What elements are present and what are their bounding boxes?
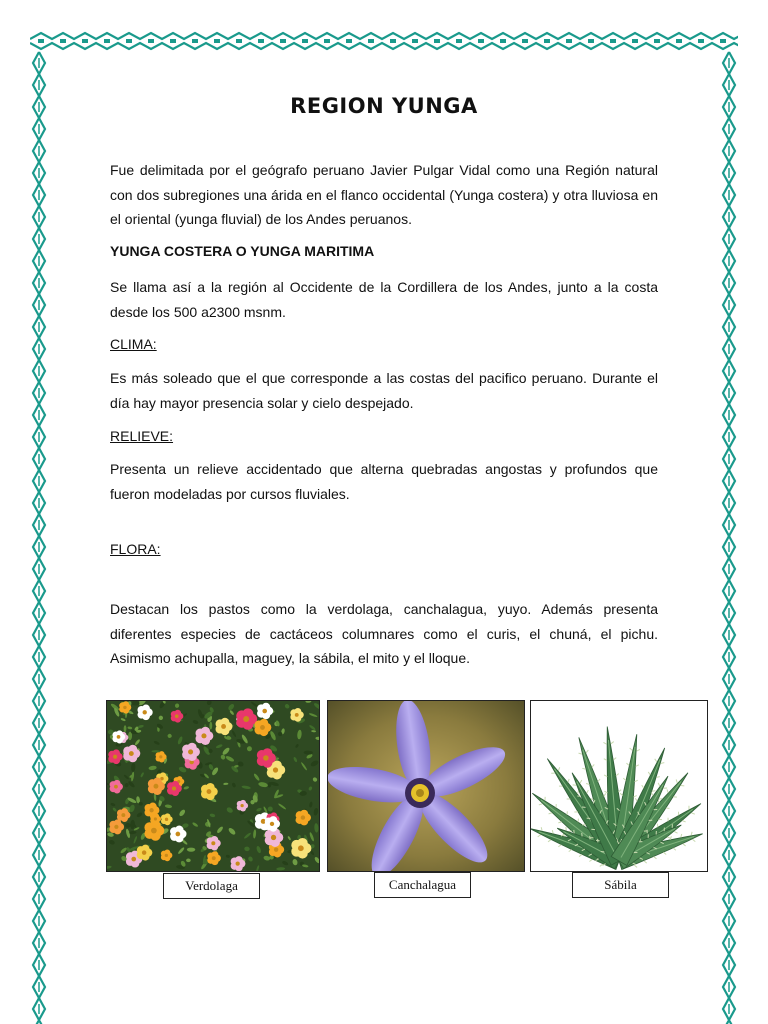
flora-paragraph: Destacan los pastos como la verdolaga, canchalagua, yuyo. Además presenta diferentes especies de cactáceos columnares como el curis, el chuná, el pichu. Asimismo achupalla, maguey, la sábila, el mito y el lloque. [110,601,658,666]
sabila-caption: Sábila [572,872,669,898]
verdolaga-caption: Verdolaga [163,873,260,899]
section-heading: YUNGA COSTERA O YUNGA MARITIMA [110,243,375,259]
canchalagua-caption: Canchalagua [374,872,471,898]
clima-paragraph: Es más soleado que el que corresponde a las costas del pacifico peruano. Durante el día hay mayor presencia solar y cielo despejado. [110,370,658,411]
canchalagua-flower-photo [327,700,525,872]
decorative-border-left [30,30,48,1024]
decorative-border-right [720,30,738,1024]
decorative-border-top [30,30,738,52]
section-paragraph: Se llama así a la región al Occidente de la Cordillera de los Andes, junto a la costa desde los 500 a2300 msnm. [110,279,658,320]
intro-paragraph: Fue delimitada por el geógrafo peruano Javier Pulgar Vidal como una Región natural con dos subregiones una árida en el flanco occidental (Yunga costera) y otra lluviosa en el oriental (yunga fluvial) de los Andes peruanos. [110,162,658,227]
relieve-paragraph: Presenta un relieve accidentado que alterna quebradas angostas y profundos que fueron modeladas por cursos fluviales. [110,461,658,502]
sabila-plant-photo [530,700,708,872]
flora-heading: FLORA: [110,541,161,557]
verdolaga-flowers-photo [106,700,320,872]
page-title: REGION YUNGA [290,94,478,118]
relieve-heading: RELIEVE: [110,428,174,444]
clima-heading: CLIMA: [110,336,157,352]
